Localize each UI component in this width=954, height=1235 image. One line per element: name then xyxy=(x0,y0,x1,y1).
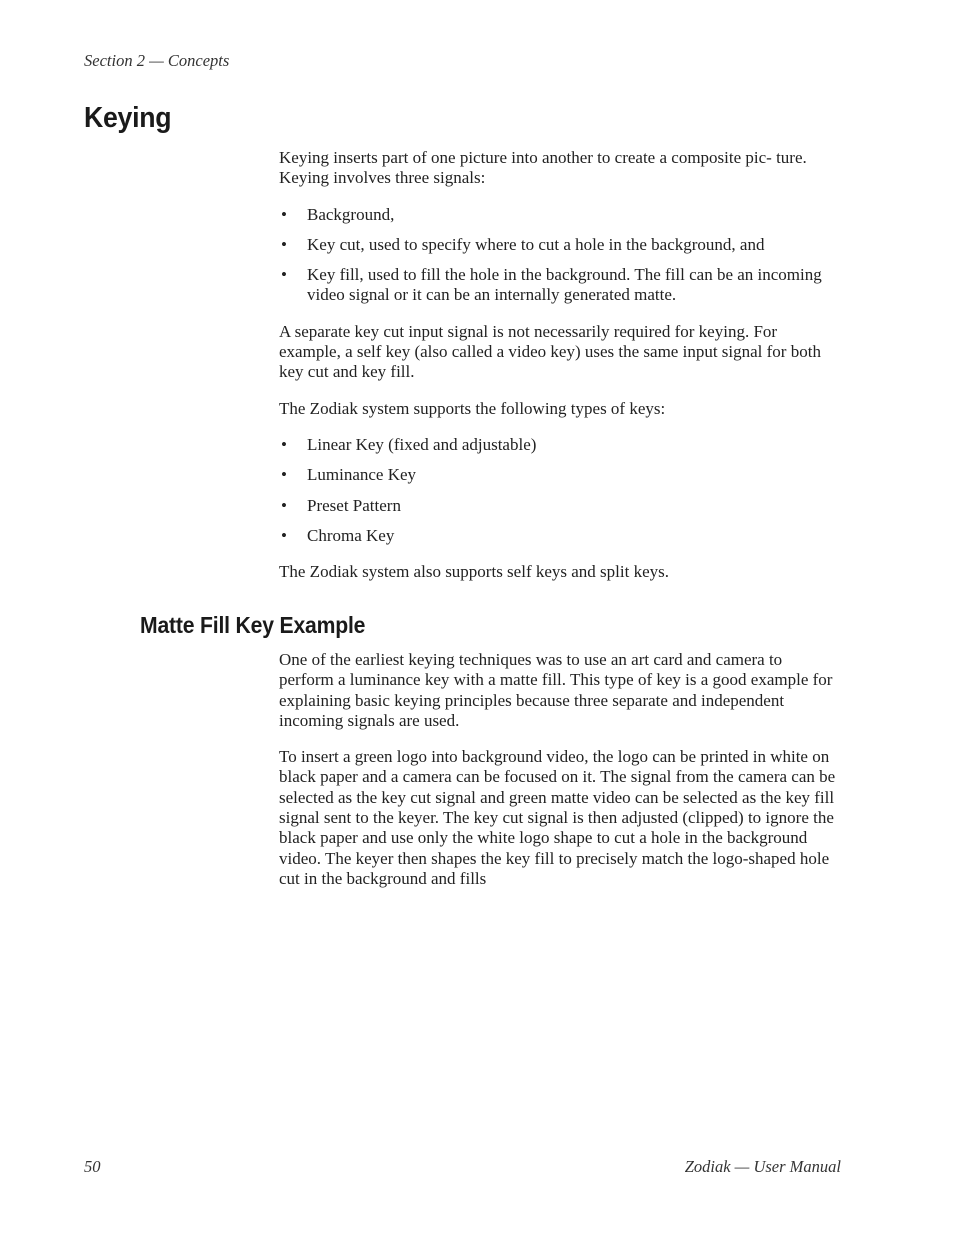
keying-body xyxy=(279,148,841,598)
section-title-keying: Keying xyxy=(84,102,172,134)
key-types-list xyxy=(279,435,841,546)
bullet-icon: • xyxy=(281,434,287,454)
manual-title: Zodiak — User Manual xyxy=(684,1157,841,1176)
para-key-types-intro: The Zodiak system supports the following types of keys: xyxy=(279,398,666,418)
list-item: • Key cut, used to specify where to cut a hole in the background, and xyxy=(281,234,765,254)
bullet-icon: • xyxy=(281,465,287,485)
matte-para-1: One of the earliest keying techniques was to use an art card and camera to perform a luminance key with a matte fill. This type of key is a good example for explaining basic keying principles because three separate and independent incoming signals are used. xyxy=(279,650,833,730)
list-item: • Key fill, used to fill the hole in the background. The fill can be an incoming video signal or it can be an internally generated matte. xyxy=(281,265,822,305)
list-item: • Luminance Key xyxy=(281,465,417,485)
list-item: • Chroma Key xyxy=(281,525,395,545)
bullet-icon: • xyxy=(281,265,287,285)
para-self-split-keys: The Zodiak system also supports self keys and split keys. xyxy=(279,562,670,582)
bullet-icon: • xyxy=(281,525,287,545)
para-separate-key-cut: A separate key cut input signal is not necessarily required for keying. For example, a self key (also called a video key) uses the same input signal for both key cut and key fill. xyxy=(279,321,821,382)
signals-list xyxy=(279,205,841,306)
list-item: • Preset Pattern xyxy=(281,495,401,515)
bullet-icon: • xyxy=(281,234,287,254)
matte-para-2: To insert a green logo into background video, the logo can be printed in white on black paper and a camera can be focused on it. The signal from the camera can be selected as the key cut signal and green matte video can be selected as the key fill signal sent to the keyer. The key cut signal is then adjusted (clipped) to ignore the black paper and use only the white logo shape to cut a hole in the background video. The keyer then shapes the key fill to precisely match the logo-shaped hole cut in the background and fills xyxy=(279,747,836,888)
bullet-icon: • xyxy=(281,495,287,515)
subsection-title-matte-fill: Matte Fill Key Example xyxy=(140,612,366,638)
running-head: Section 2 — Concepts xyxy=(84,51,230,70)
page-number: 50 xyxy=(84,1157,101,1176)
list-item: • Background, xyxy=(281,204,395,224)
bullet-icon: • xyxy=(281,204,287,224)
matte-body xyxy=(279,650,841,905)
keying-intro: Keying inserts part of one picture into another to create a composite pic- ture. Keying involves three signals: xyxy=(279,148,807,188)
list-item: • Linear Key (fixed and adjustable) xyxy=(281,434,537,454)
